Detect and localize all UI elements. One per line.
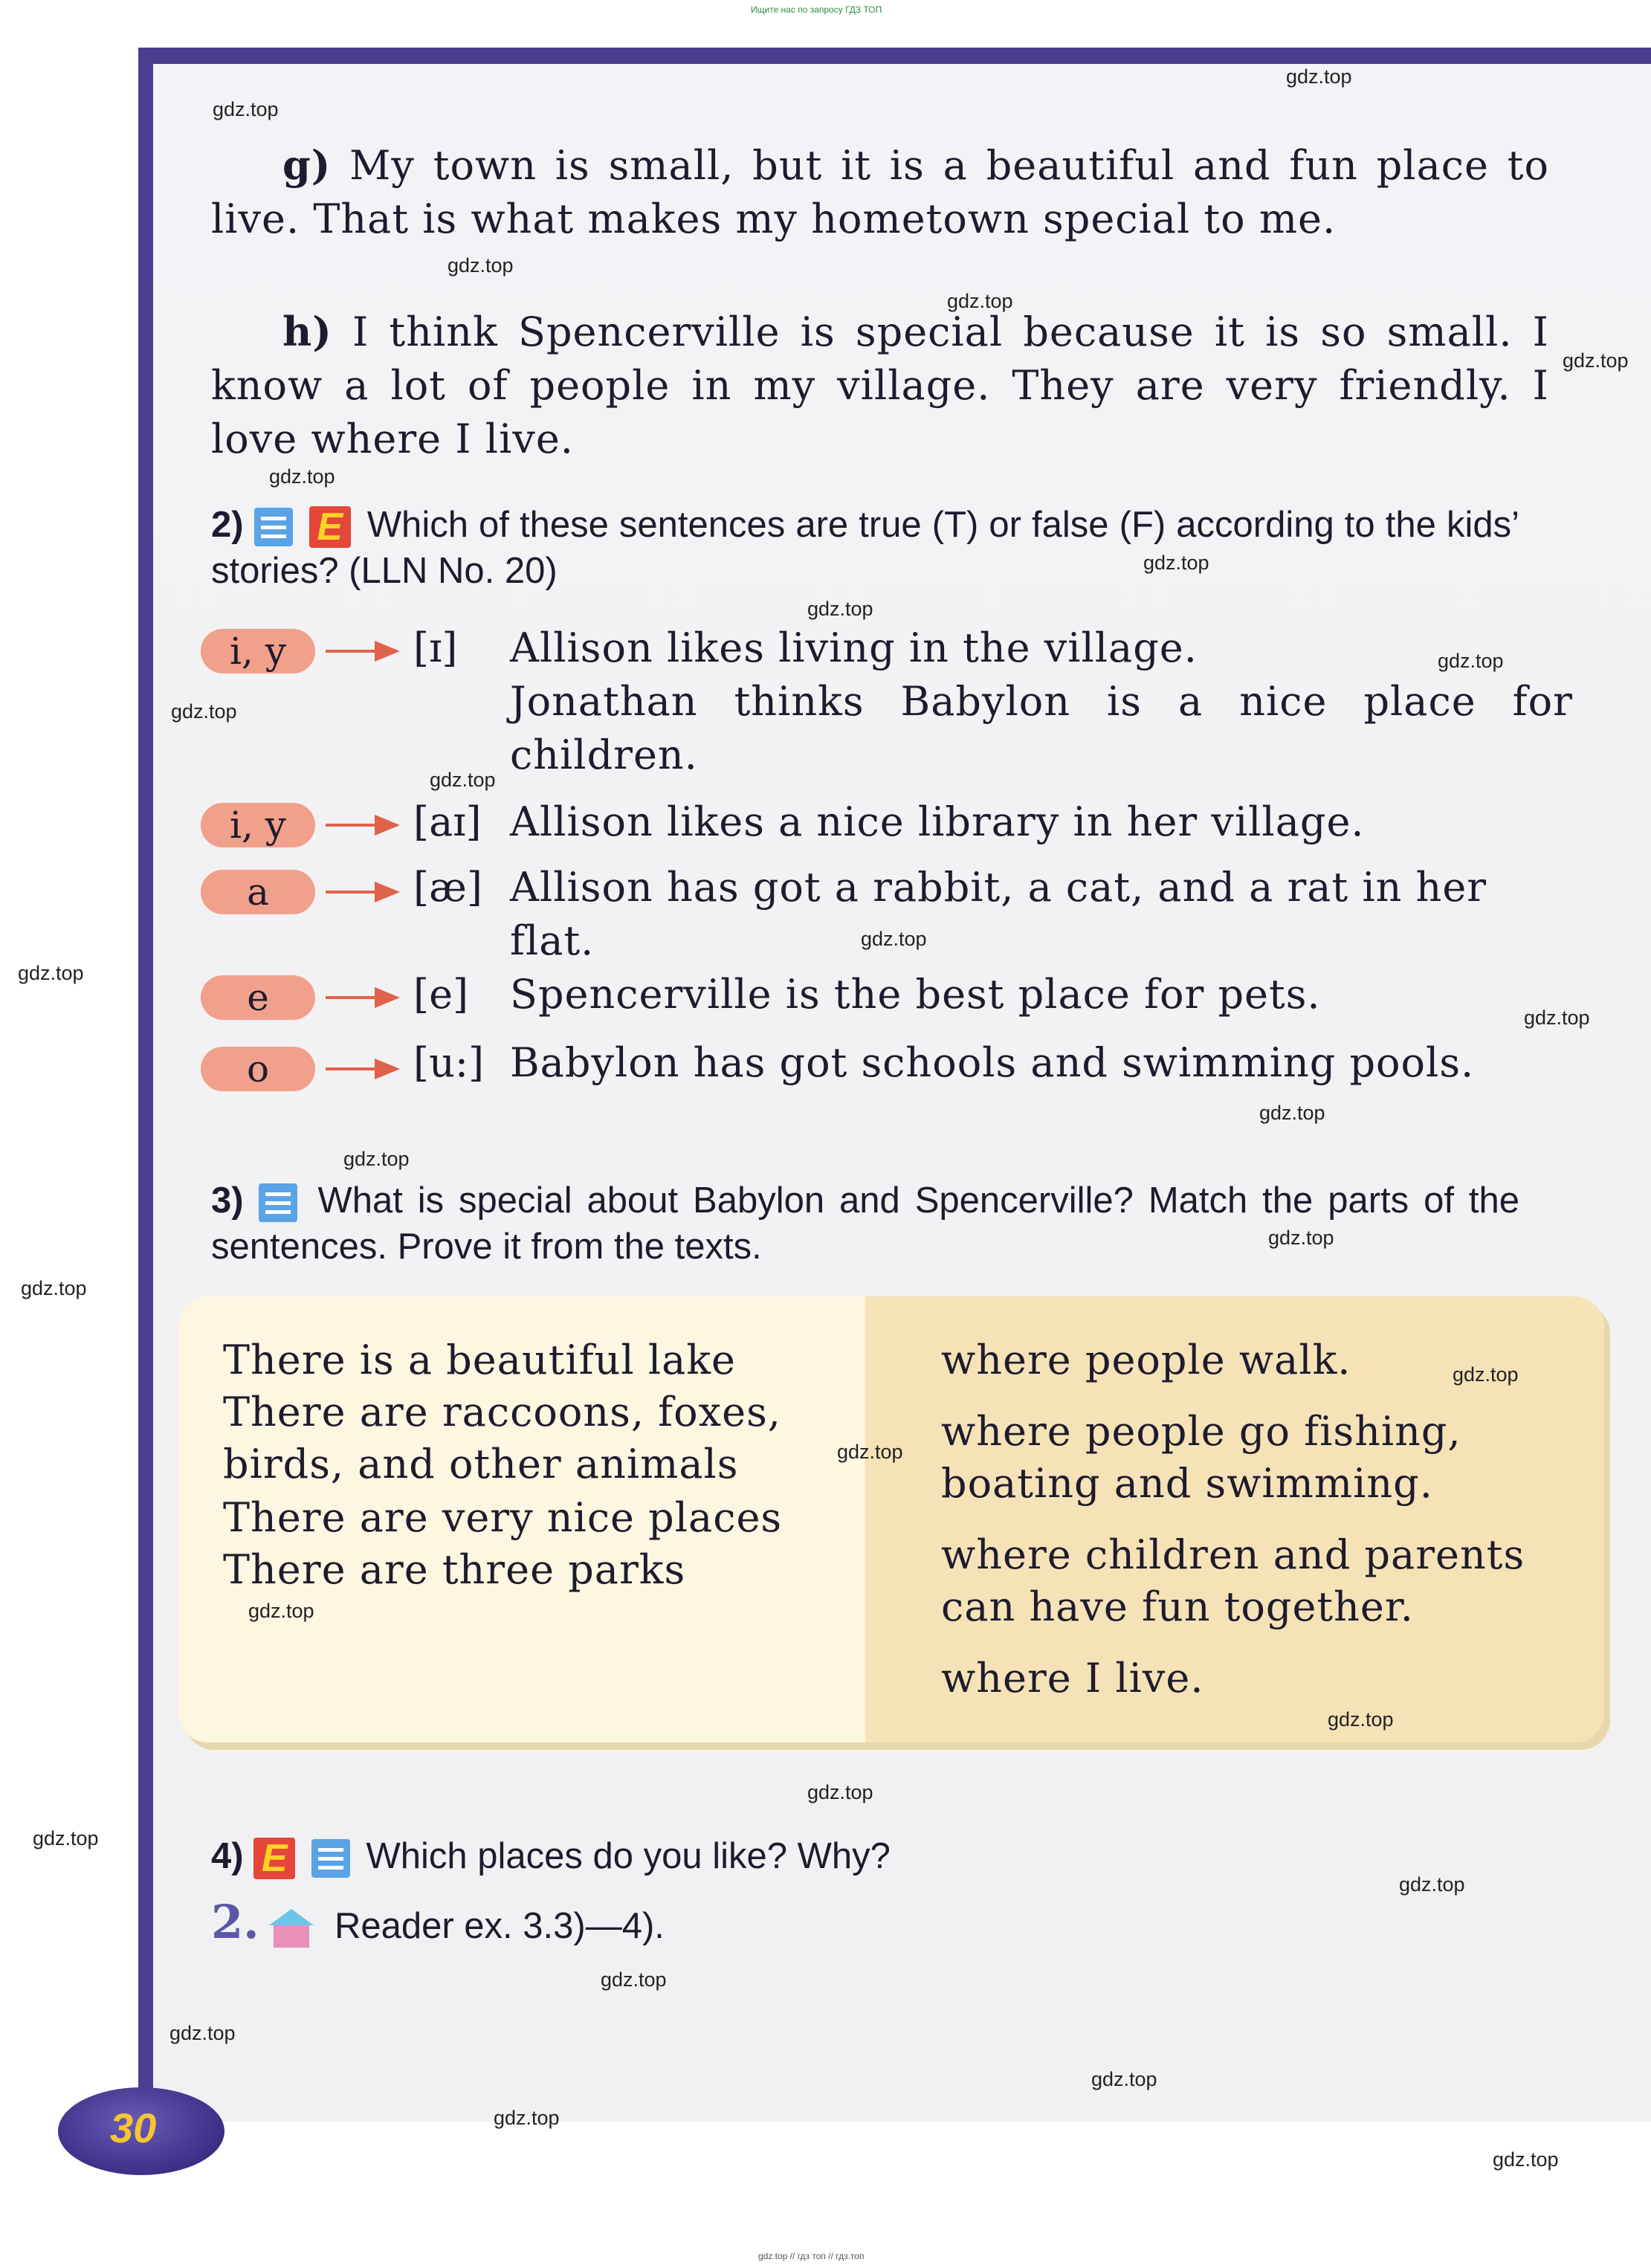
task-2-text: Which of these sentences are true (T) or false (F) according to the kids’ stories? (LLN No. 20) xyxy=(211,505,1519,592)
matching-box xyxy=(178,1296,1604,1742)
page-number: 30 xyxy=(110,2104,157,2151)
watermark: gdz.top xyxy=(1091,2068,1157,2090)
watermark: gdz.top xyxy=(807,1781,873,1803)
watermark: gdz.top xyxy=(171,700,237,723)
watermark: gdz.top xyxy=(1286,65,1352,88)
watermark: gdz.top xyxy=(269,465,335,488)
task-3 xyxy=(211,1177,1519,1270)
phonics-sound: [æ] xyxy=(413,864,482,911)
phonics-pill: a xyxy=(201,870,315,914)
statement: Allison has got a rabbit, a cat, and a rat in her flat. xyxy=(510,864,1487,964)
exercise-2-number: 2. xyxy=(211,1895,259,1949)
footer-tiny: gdz.top // гдз топ // гдз.топ xyxy=(758,2251,865,2261)
watermark: gdz.top xyxy=(343,1148,410,1170)
match-right-item: can have fun together. xyxy=(941,1583,1414,1630)
watermark: gdz.top xyxy=(33,1827,99,1849)
statement: Allison likes a nice library in her village. xyxy=(510,798,1365,845)
phonics-pill: e xyxy=(201,975,315,1020)
watermark: gdz.top xyxy=(1563,349,1629,372)
watermark: gdz.top xyxy=(837,1441,903,1463)
watermark: gdz.top xyxy=(1268,1227,1334,1249)
match-left-item: There are raccoons, foxes, xyxy=(223,1389,781,1435)
watermark: gdz.top xyxy=(494,2107,560,2129)
phonics-sound: [e] xyxy=(413,971,469,1018)
watermark: gdz.top xyxy=(1493,2148,1559,2171)
task-2 xyxy=(211,502,1519,594)
statement: Spencerville is the best place for pets. xyxy=(510,971,1321,1018)
statement: Babylon has got schools and swimming pools. xyxy=(510,1039,1475,1086)
page-number-badge xyxy=(58,2087,224,2175)
watermark: gdz.top xyxy=(1453,1363,1519,1386)
paragraph-h-label: h) xyxy=(282,308,332,355)
arrow-icon xyxy=(326,650,397,653)
watermark: gdz.top xyxy=(1143,552,1209,574)
arrow-icon xyxy=(326,996,397,999)
exercise-2 xyxy=(211,1896,665,1953)
paragraph-h xyxy=(211,305,1549,466)
paragraph-g-text: My town is small, but it is a beautiful and fun place to live. That is what makes my hometown special to me. xyxy=(211,142,1549,242)
paragraph-h-text: I think Spencerville is special because it is so small. I know a lot of people in my village. They are very friendly. I love where I live. xyxy=(211,308,1550,462)
watermark: gdz.top xyxy=(601,1968,667,1991)
arrow-icon xyxy=(326,1067,397,1070)
list-icon xyxy=(311,1839,350,1878)
watermark: gdz.top xyxy=(947,290,1013,312)
paragraph-g-label: g) xyxy=(282,141,332,189)
frame-top-bar xyxy=(138,48,1651,64)
watermark: gdz.top xyxy=(430,769,496,791)
e-icon: E xyxy=(309,506,351,548)
watermark: gdz.top xyxy=(1259,1102,1325,1124)
phonics-pill: o xyxy=(201,1047,315,1091)
watermark: gdz.top xyxy=(861,928,927,950)
watermark: gdz.top xyxy=(213,98,279,120)
match-left-item: There is a beautiful lake xyxy=(223,1337,737,1383)
watermark: gdz.top xyxy=(807,598,873,620)
match-left-item: birds, and other animals xyxy=(223,1441,739,1487)
match-left-item: There are three parks xyxy=(223,1546,686,1593)
statement: Jonathan thinks Babylon is a nice place for children. xyxy=(510,678,1573,778)
match-right-item: where people go fishing, xyxy=(941,1408,1461,1455)
e-icon: E xyxy=(253,1838,295,1879)
phonics-sound: [ɪ] xyxy=(413,624,458,671)
exercise-2-text: Reader ex. 3.3)—4). xyxy=(334,1906,665,1946)
task-3-text: What is special about Babylon and Spencerville? Match the parts of the sentences. Prove it from the texts. xyxy=(211,1180,1519,1267)
watermark: gdz.top xyxy=(1524,1007,1590,1029)
arrow-icon xyxy=(326,824,397,827)
match-right-item: boating and swimming. xyxy=(941,1460,1433,1507)
frame-left-bar xyxy=(138,48,153,2122)
watermark: gdz.top xyxy=(21,1277,87,1299)
watermark: gdz.top xyxy=(1328,1708,1394,1731)
phonics-sound: [aɪ] xyxy=(413,798,482,845)
task-2-number: 2) xyxy=(211,505,244,545)
task-4-number: 4) xyxy=(211,1836,244,1876)
watermark: gdz.top xyxy=(18,962,84,984)
match-left-item: There are very nice places xyxy=(223,1494,783,1541)
match-right-item: where children and parents xyxy=(941,1531,1525,1578)
match-right-item: where people walk. xyxy=(941,1337,1351,1383)
match-right-item: where I live. xyxy=(941,1655,1204,1702)
house-icon xyxy=(269,1909,314,1948)
task-3-number: 3) xyxy=(211,1180,244,1221)
task-4-text: Which places do you like? Why? xyxy=(366,1836,891,1876)
arrow-icon xyxy=(326,891,397,894)
watermark: gdz.top xyxy=(448,254,514,277)
watermark: gdz.top xyxy=(1399,1873,1465,1896)
list-icon xyxy=(254,508,293,546)
watermark: gdz.top xyxy=(169,2022,236,2044)
watermark: gdz.top xyxy=(1438,650,1504,672)
header-tiny: Ищите нас по запросу ГДЗ ТОП xyxy=(751,4,882,15)
list-icon xyxy=(259,1183,297,1222)
phonics-pill: i, y xyxy=(201,803,315,847)
phonics-pill: i, y xyxy=(201,629,315,673)
paragraph-g xyxy=(211,138,1549,246)
task-4 xyxy=(211,1833,1549,1879)
statement: Allison likes living in the village. xyxy=(510,624,1198,671)
watermark: gdz.top xyxy=(248,1600,314,1622)
phonics-sound: [u:] xyxy=(413,1039,485,1086)
